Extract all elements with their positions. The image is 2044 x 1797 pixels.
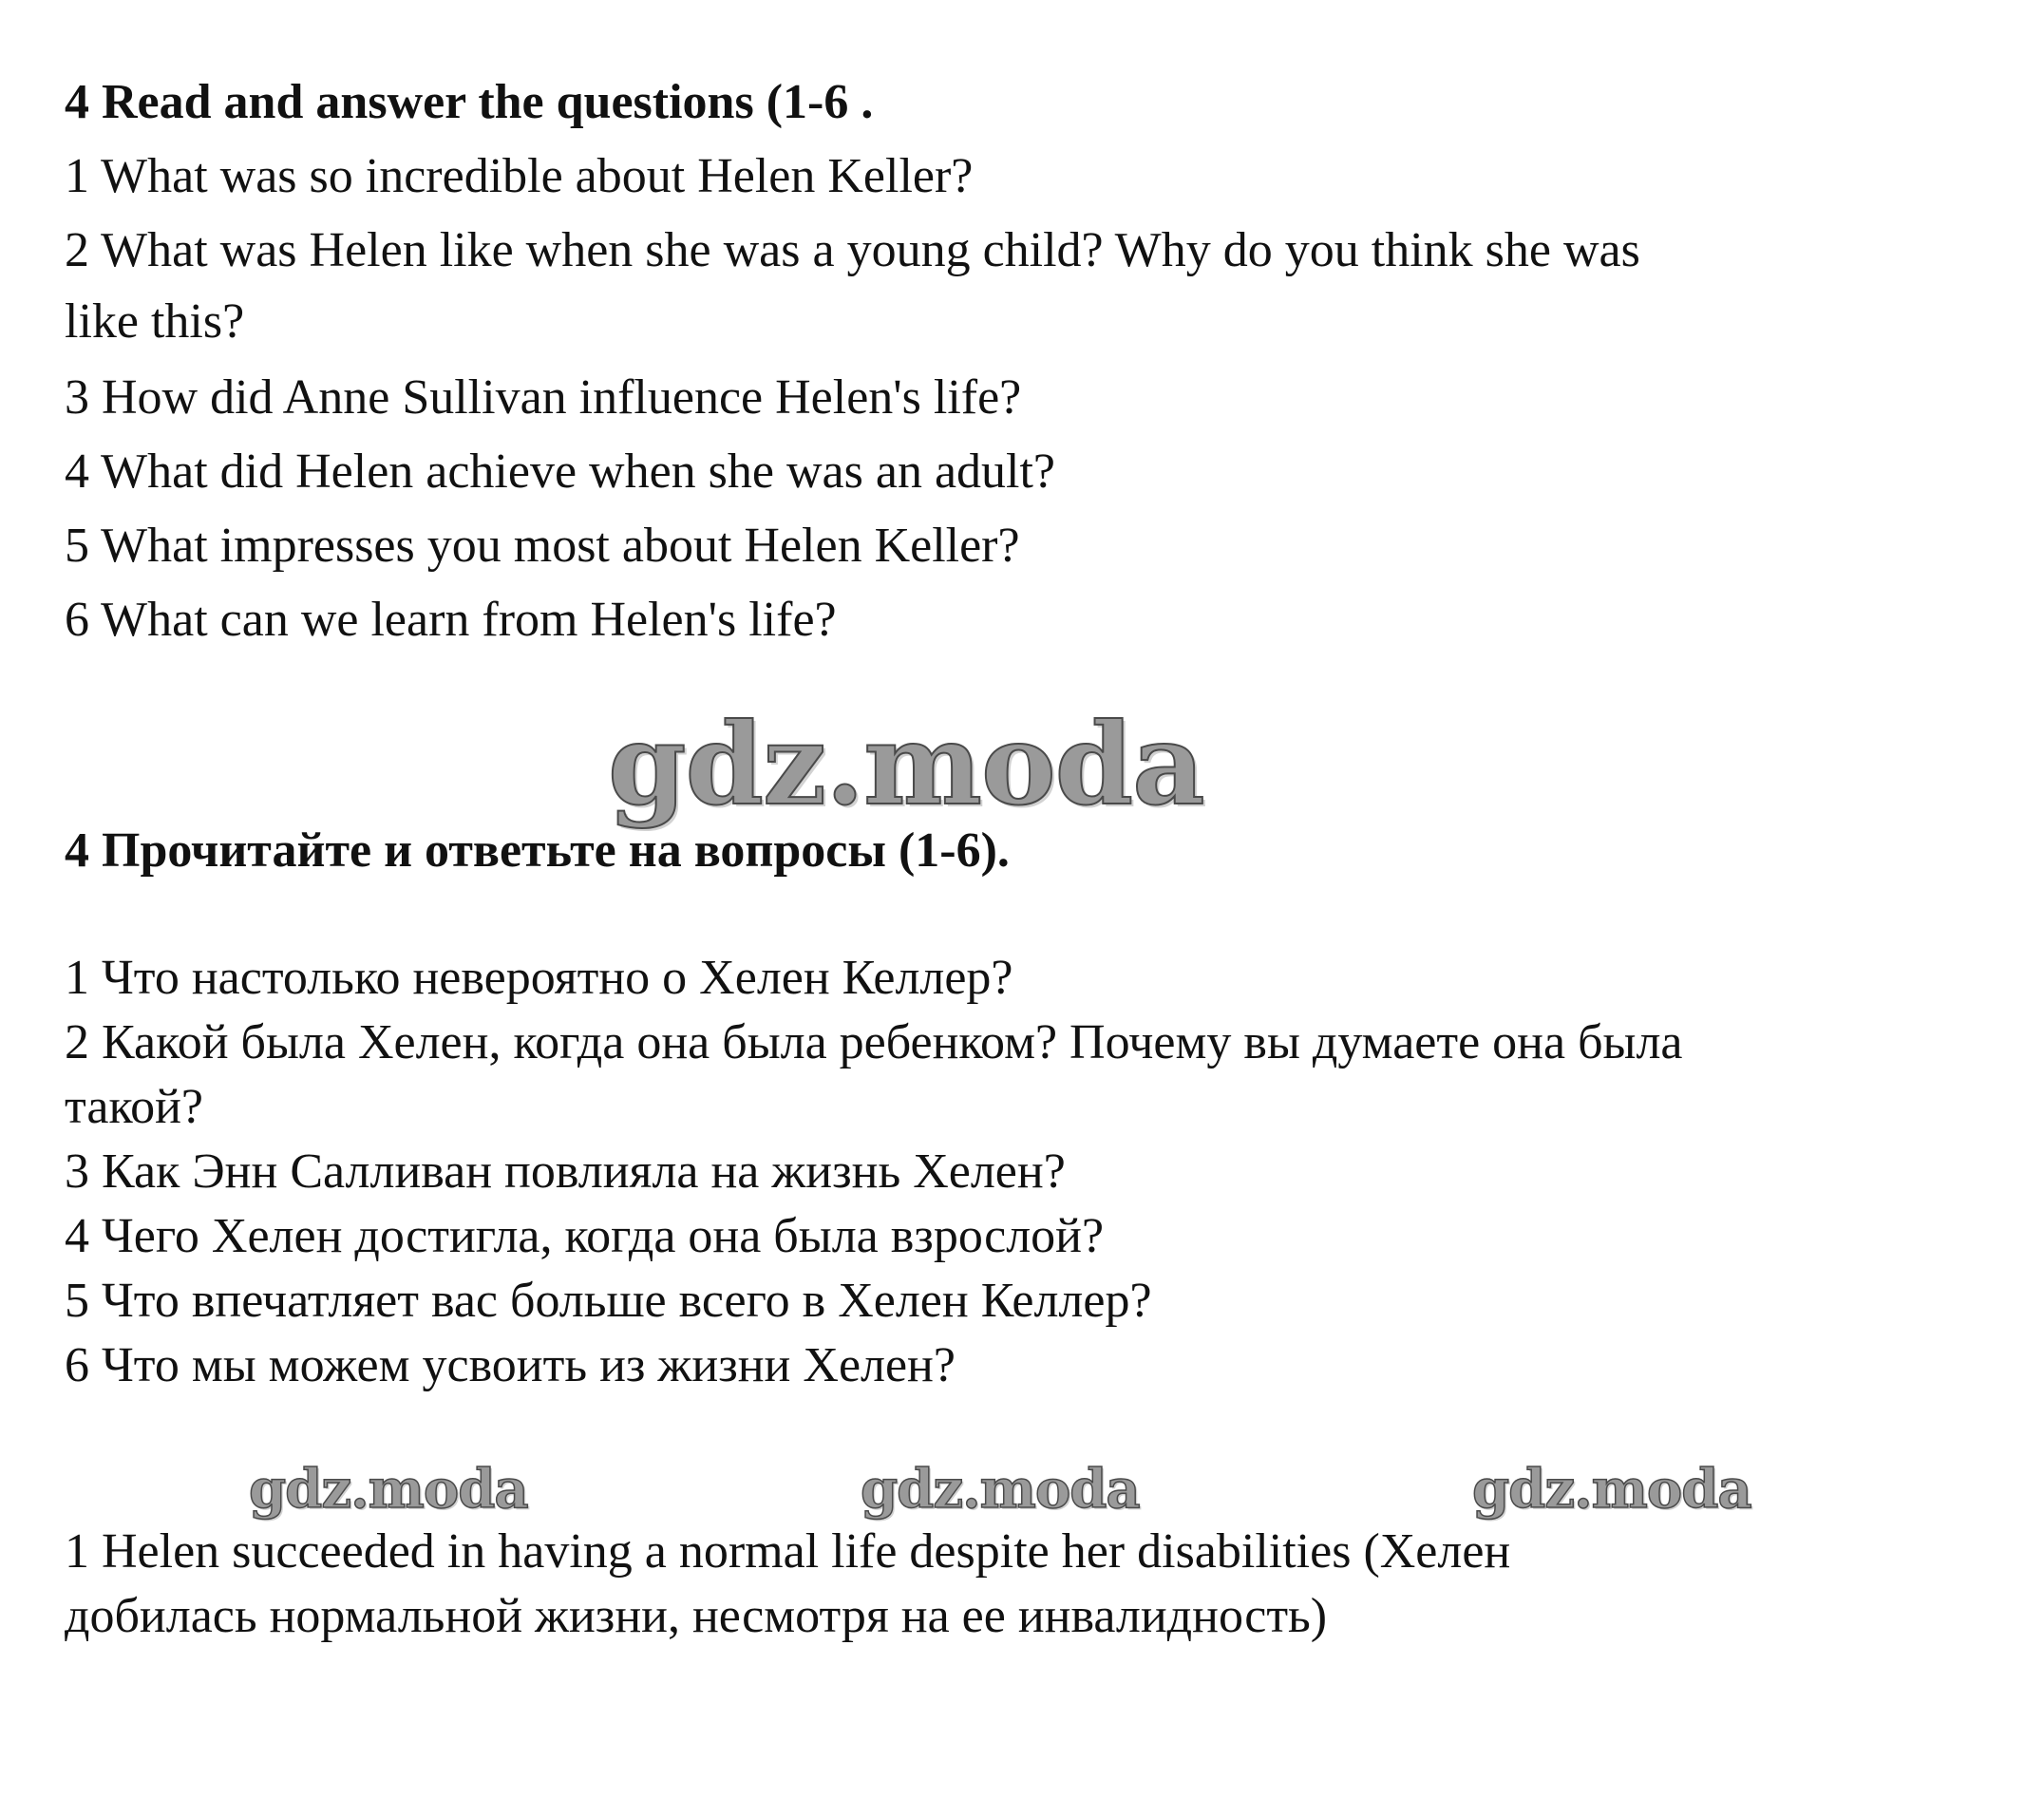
english-question-3: 3 How did Anne Sullivan influence Helen's life? [65, 370, 1022, 425]
english-question-5: 5 What impresses you most about Helen Keller? [65, 519, 1020, 573]
russian-question-2: 2 Какой была Хелен, когда она была ребенком? Почему вы думаете она была [65, 1015, 1683, 1069]
russian-question-1: 1 Что настолько невероятно о Хелен Келлер? [65, 951, 1013, 1005]
watermark-logo: gdz.moda [249, 1458, 528, 1521]
english-question-1: 1 What was so incredible about Helen Keller? [65, 149, 974, 203]
russian-question-3: 3 Как Энн Салливан повлияла на жизнь Хелен? [65, 1144, 1066, 1199]
russian-question-2-cont: такой? [65, 1080, 203, 1134]
english-question-2-cont: like this? [65, 294, 245, 349]
watermark-logo: gdz.moda [608, 698, 1204, 830]
russian-question-5: 5 Что впечатляет вас больше всего в Хелен Келлер? [65, 1274, 1152, 1328]
english-question-4: 4 What did Helen achieve when she was an adult? [65, 445, 1055, 499]
english-question-2: 2 What was Helen like when she was a young child? Why do you think she was [65, 223, 1640, 277]
english-question-6: 6 What can we learn from Helen's life? [65, 593, 837, 647]
watermark-logo: gdz.moda [861, 1458, 1140, 1521]
answer-1-cont: добилась нормальной жизни, несмотря на ее инвалидность) [65, 1589, 1328, 1643]
answer-1: 1 Helen succeeded in having a normal life despite her disabilities (Хелен [65, 1524, 1511, 1579]
watermark-logo: gdz.moda [1472, 1458, 1751, 1521]
english-heading: 4 Read and answer the questions (1-6 . [65, 75, 874, 129]
russian-question-4: 4 Чего Хелен достигла, когда она была взрослой? [65, 1209, 1105, 1263]
russian-heading: 4 Прочитайте и ответьте на вопросы (1-6). [65, 823, 1010, 878]
russian-question-6: 6 Что мы можем усвоить из жизни Хелен? [65, 1338, 956, 1392]
